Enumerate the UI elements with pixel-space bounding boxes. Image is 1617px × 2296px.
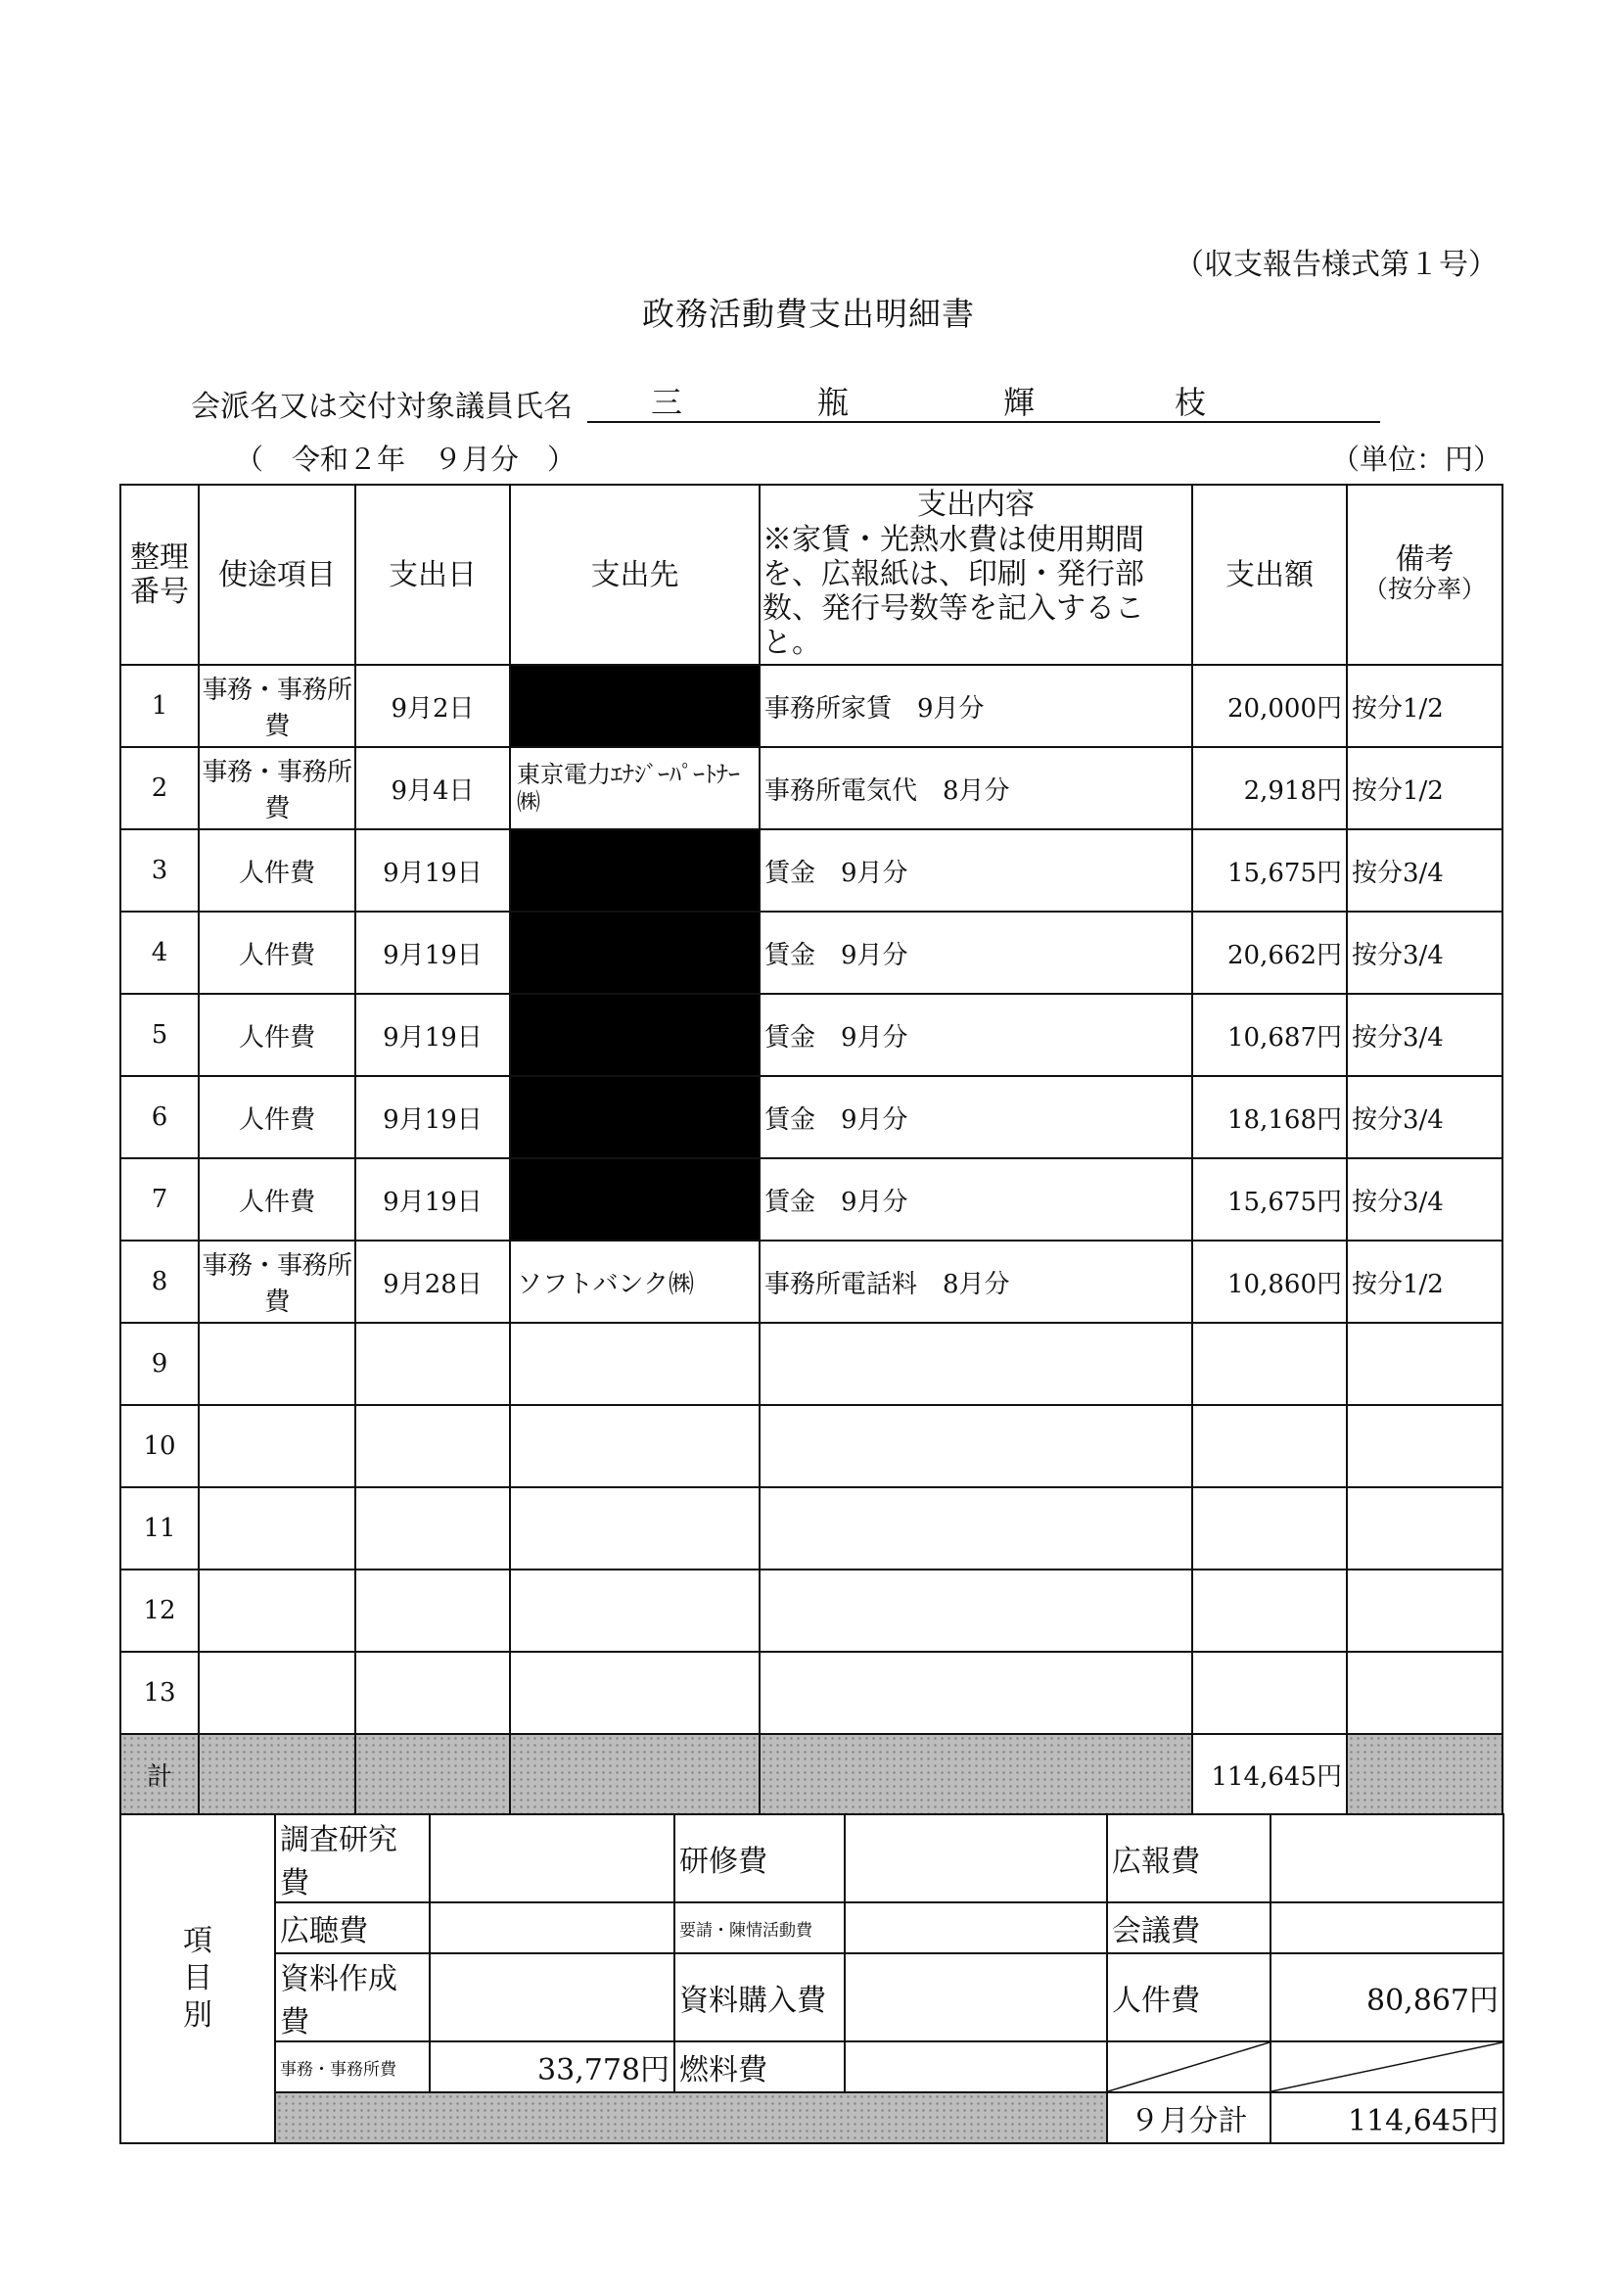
row-content: 賃金 9月分 [760, 994, 1192, 1076]
row-use [199, 1323, 355, 1405]
summary-shaded-cell [275, 2092, 1107, 2143]
summary-materials-purchase-label: 資料購入費 [674, 1953, 845, 2041]
row-use: 人件費 [199, 1158, 355, 1241]
unit-label: （単位：円） [1331, 443, 1502, 476]
row-date: 9月19日 [355, 912, 510, 994]
row-amount [1192, 1570, 1347, 1652]
row-payee [510, 1487, 760, 1570]
row-date [355, 1405, 510, 1487]
row-no: 9 [120, 1323, 199, 1405]
row-amount [1192, 1323, 1347, 1405]
row-use: 人件費 [199, 829, 355, 912]
row-payee [510, 1652, 760, 1734]
row-no: 1 [120, 665, 199, 747]
table-row [120, 1570, 1502, 1652]
row-content [760, 1570, 1192, 1652]
summary-month-total-value: 114,645円 [1270, 2092, 1503, 2143]
row-date: 9月2日 [355, 665, 510, 747]
row-date: 9月19日 [355, 1076, 510, 1158]
row-content: 賃金 9月分 [760, 1158, 1192, 1241]
row-no: 6 [120, 1076, 199, 1158]
summary-fuel-label: 燃料費 [674, 2041, 845, 2092]
row-no: 10 [120, 1405, 199, 1487]
redacted-payee [510, 912, 760, 994]
header-content [760, 485, 1192, 665]
row-payee [510, 1323, 760, 1405]
summary-fuel-value [845, 2041, 1107, 2092]
member-name-char: 瓶 [817, 384, 850, 421]
total-row [120, 1734, 1502, 1814]
table-row [120, 912, 1502, 994]
row-no: 13 [120, 1652, 199, 1734]
redacted-payee [510, 1158, 760, 1241]
row-date [355, 1323, 510, 1405]
member-row [191, 378, 1207, 427]
summary-training-value [845, 1814, 1107, 1902]
total-amount: 114,645円 [1192, 1734, 1347, 1814]
row-payee: ソフトバンク㈱ [510, 1241, 760, 1323]
summary-materials-purchase-value [845, 1953, 1107, 2041]
summary-office-value: 33,778円 [430, 2041, 674, 2092]
row-note: 按分3/4 [1347, 912, 1502, 994]
row-no: 3 [120, 829, 199, 912]
table-row [120, 1487, 1502, 1570]
table-row [120, 1652, 1502, 1734]
member-name-char: 輝 [1003, 384, 1036, 421]
row-note: 按分3/4 [1347, 829, 1502, 912]
row-amount: 10,860円 [1192, 1241, 1347, 1323]
row-date: 9月19日 [355, 829, 510, 912]
summary-meeting-label: 会議費 [1107, 1902, 1270, 1953]
row-amount: 2,918円 [1192, 747, 1347, 829]
table-row [120, 1241, 1502, 1323]
total-blank [1347, 1734, 1502, 1814]
redacted-payee [510, 1076, 760, 1158]
row-payee [510, 1570, 760, 1652]
row-use [199, 1405, 355, 1487]
row-date: 9月19日 [355, 994, 510, 1076]
row-amount: 15,675円 [1192, 829, 1347, 912]
row-note: 按分1/2 [1347, 747, 1502, 829]
table-row [120, 994, 1502, 1076]
redacted-payee [510, 829, 760, 912]
member-name-char: 枝 [1175, 384, 1207, 421]
total-blank [510, 1734, 760, 1814]
row-note: 按分3/4 [1347, 1158, 1502, 1241]
table-header-row [120, 485, 1502, 665]
table-row [120, 665, 1502, 747]
header-amount: 支出額 [1192, 485, 1347, 665]
header-content-note: ※家賃・光熱水費は使用期間を、広報紙は、印刷・発行部数、発行号数等を記入すること。 [762, 523, 1144, 660]
row-no: 8 [120, 1241, 199, 1323]
member-name-char: 三 [651, 384, 683, 421]
row-date: 9月19日 [355, 1158, 510, 1241]
summary-research-value [430, 1814, 674, 1902]
total-blank [355, 1734, 510, 1814]
summary-diagonal-cell [1107, 2041, 1270, 2092]
summary-meeting-value [1270, 1902, 1503, 1953]
table-row [120, 1323, 1502, 1405]
form-code: （収支報告様式第１号） [1175, 248, 1498, 282]
row-use [199, 1652, 355, 1734]
row-content [760, 1405, 1192, 1487]
row-amount: 15,675円 [1192, 1158, 1347, 1241]
header-note-title: 備考 [1395, 542, 1455, 577]
summary-pr-label: 広報費 [1107, 1814, 1270, 1902]
page-title: 政務活動費支出明細書 [642, 295, 975, 333]
row-note [1347, 1405, 1502, 1487]
row-no: 12 [120, 1570, 199, 1652]
row-content [760, 1323, 1192, 1405]
row-no: 7 [120, 1158, 199, 1241]
summary-personnel-label: 人件費 [1107, 1953, 1270, 2041]
row-no: 5 [120, 994, 199, 1076]
row-use [199, 1487, 355, 1570]
row-content [760, 1487, 1192, 1570]
summary-hearing-value [430, 1902, 674, 1953]
row-use: 人件費 [199, 994, 355, 1076]
summary-materials-creation-value [430, 1953, 674, 2041]
row-use: 人件費 [199, 1076, 355, 1158]
row-note: 按分1/2 [1347, 1241, 1502, 1323]
row-payee: 東京電力ｴﾅｼﾞｰﾊﾟｰﾄﾅｰ㈱ [510, 747, 760, 829]
row-date [355, 1487, 510, 1570]
row-no: 4 [120, 912, 199, 994]
summary-personnel-value: 80,867円 [1270, 1953, 1503, 2041]
diagonal-line [1108, 2042, 1270, 2091]
row-no: 11 [120, 1487, 199, 1570]
row-content: 賃金 9月分 [760, 829, 1192, 912]
summary-petition-value [845, 1902, 1107, 1953]
row-note [1347, 1487, 1502, 1570]
row-date [355, 1652, 510, 1734]
row-amount [1192, 1405, 1347, 1487]
summary-pr-value [1270, 1814, 1503, 1902]
total-label: 計 [120, 1734, 199, 1814]
row-use [199, 1570, 355, 1652]
header-note [1347, 485, 1502, 665]
summary-side-label [120, 1814, 275, 2143]
row-amount [1192, 1652, 1347, 1734]
period: （ 令和２年 ９月分 ） [235, 443, 577, 476]
summary-petition-label: 要請・陳情活動費 [674, 1902, 845, 1953]
summary-hearing-label: 広聴費 [275, 1902, 430, 1953]
row-use: 事務・事務所費 [199, 747, 355, 829]
summary-research-label: 調査研究費 [275, 1814, 430, 1902]
table-row [120, 1405, 1502, 1487]
row-content [760, 1652, 1192, 1734]
row-use: 人件費 [199, 912, 355, 994]
row-content: 賃金 9月分 [760, 1076, 1192, 1158]
row-amount [1192, 1487, 1347, 1570]
total-blank [760, 1734, 1192, 1814]
row-amount: 10,687円 [1192, 994, 1347, 1076]
redacted-payee [510, 994, 760, 1076]
row-content: 事務所電話料 8月分 [760, 1241, 1192, 1323]
summary-training-label: 研修費 [674, 1814, 845, 1902]
summary-materials-creation-label: 資料作成費 [275, 1953, 430, 2041]
header-no: 整理番号 [120, 485, 199, 665]
summary-diagonal-cell [1270, 2041, 1503, 2092]
row-note [1347, 1570, 1502, 1652]
summary-month-total-label: ９月分計 [1107, 2092, 1270, 2143]
row-amount: 20,000円 [1192, 665, 1347, 747]
diagonal-line [1271, 2042, 1502, 2091]
category-summary-table [119, 1813, 1504, 2144]
header-use: 使途項目 [199, 485, 355, 665]
row-no: 2 [120, 747, 199, 829]
row-note: 按分3/4 [1347, 994, 1502, 1076]
row-date [355, 1570, 510, 1652]
row-content: 事務所電気代 8月分 [760, 747, 1192, 829]
row-use: 事務・事務所費 [199, 665, 355, 747]
header-date: 支出日 [355, 485, 510, 665]
row-note: 按分1/2 [1347, 665, 1502, 747]
header-payee: 支出先 [510, 485, 760, 665]
table-row [120, 1076, 1502, 1158]
row-amount: 18,168円 [1192, 1076, 1347, 1158]
row-date: 9月28日 [355, 1241, 510, 1323]
summary-side-text: 項目別 [183, 1924, 212, 2033]
redacted-payee [510, 665, 760, 747]
row-payee [510, 1405, 760, 1487]
member-label: 会派名又は交付対象議員氏名 [191, 390, 573, 424]
expense-table [119, 484, 1503, 1815]
table-row [120, 1158, 1502, 1241]
summary-office-label: 事務・事務所費 [275, 2041, 430, 2092]
row-use: 事務・事務所費 [199, 1241, 355, 1323]
row-date: 9月4日 [355, 747, 510, 829]
row-content: 事務所家賃 9月分 [760, 665, 1192, 747]
total-blank [199, 1734, 355, 1814]
member-name-field [587, 378, 1380, 423]
header-note-sub: （按分率） [1363, 575, 1486, 603]
row-note: 按分3/4 [1347, 1076, 1502, 1158]
row-amount: 20,662円 [1192, 912, 1347, 994]
row-content: 賃金 9月分 [760, 912, 1192, 994]
table-row [120, 747, 1502, 829]
row-note [1347, 1323, 1502, 1405]
row-note [1347, 1652, 1502, 1734]
header-content-title: 支出内容 [917, 488, 1035, 522]
table-row [120, 829, 1502, 912]
